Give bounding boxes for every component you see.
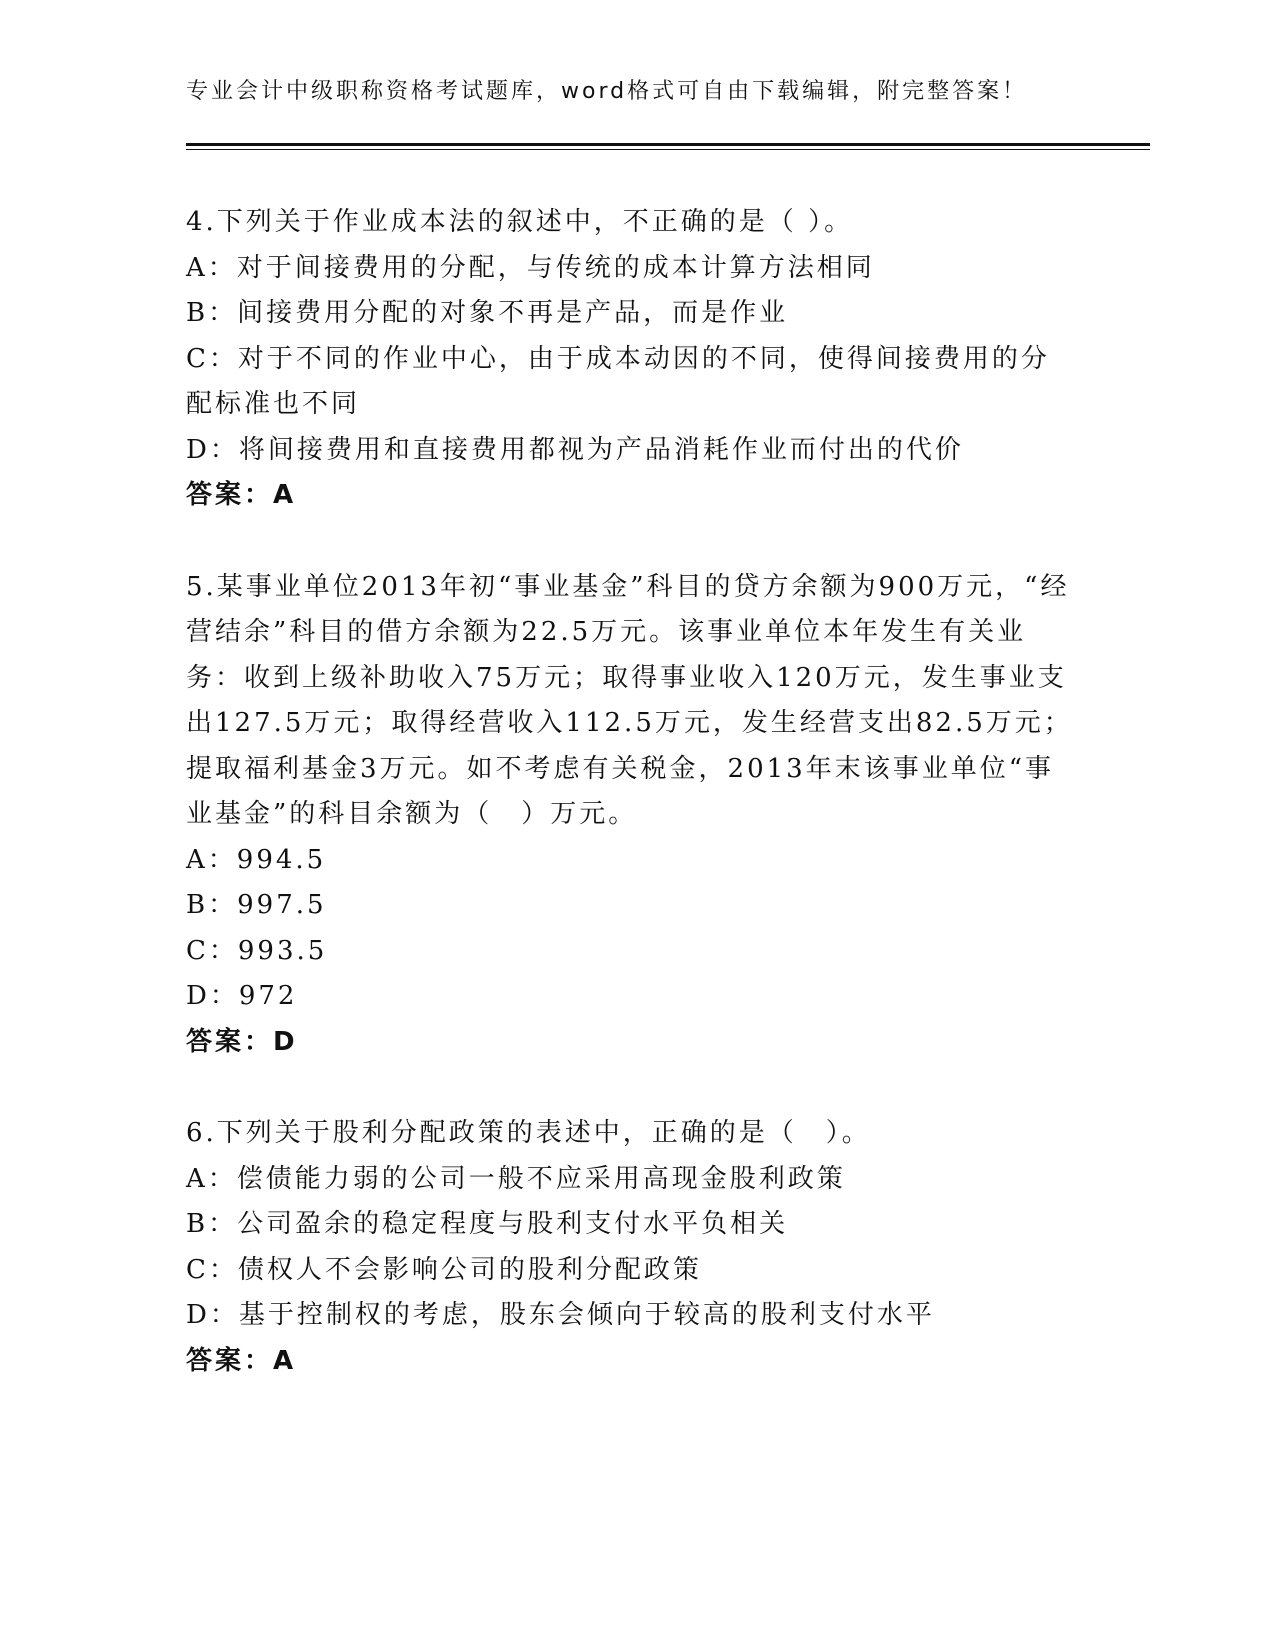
- option-d: D：972: [186, 981, 298, 1011]
- option-d: D：基于控制权的考虑，股东会倾向于较高的股利支付水平: [186, 1300, 935, 1330]
- option-a: A：偿债能力弱的公司一般不应采用高现金股利政策: [186, 1163, 846, 1194]
- header-rule-thick: [186, 143, 1150, 146]
- answer-label: 答案：A: [186, 480, 297, 510]
- question-list: [186, 200, 1076, 1430]
- option-a: A：994.5: [186, 844, 327, 875]
- question-5: [186, 565, 1076, 1066]
- option-c: C：993.5: [186, 935, 328, 966]
- option-c: C：对于不同的作业中心，由于成本动因的不同，使得间接费用的分配标准也不同: [186, 343, 1050, 419]
- answer-label: 答案：D: [186, 1026, 298, 1057]
- header-rule-thin: [186, 149, 1150, 150]
- question-stem: 4.下列关于作业成本法的叙述中，不正确的是（ ）。: [186, 207, 854, 237]
- option-a: A：对于间接费用的分配，与传统的成本计算方法相同: [186, 252, 875, 283]
- option-c: C：债权人不会影响公司的股利分配政策: [186, 1254, 702, 1285]
- option-b: B：公司盈余的稳定程度与股利支付水平负相关: [186, 1209, 789, 1239]
- question-stem: 6.下列关于股利分配政策的表述中，正确的是（ ）。: [186, 1118, 871, 1148]
- option-d: D：将间接费用和直接费用都视为产品消耗作业而付出的代价: [186, 434, 964, 465]
- page-header: 专业会计中级职称资格考试题库，word格式可自由下载编辑，附完整答案！: [186, 79, 1028, 104]
- answer-label: 答案：A: [186, 1345, 297, 1376]
- question-6: [186, 1111, 1076, 1384]
- option-b: B：997.5: [186, 890, 327, 920]
- option-b: B：间接费用分配的对象不再是产品，而是作业: [186, 298, 789, 328]
- question-stem: 5.某事业单位2013年初“事业基金”科目的贷方余额为900万元，“经营结余”科目的借方余额为22.5万元。该事业单位本年发生有关业务：收到上级补助收入75万元；取得事业收入120万元，发生事业支出127.5万元；取得经营收入112.5万元，发生经营支出82.5万元；提取福利基金3万元。如不考虑有关税金，2013年末该事业单位“事业基金”的科目余额为（ ）万元。: [186, 571, 1073, 829]
- question-4: [186, 200, 1076, 519]
